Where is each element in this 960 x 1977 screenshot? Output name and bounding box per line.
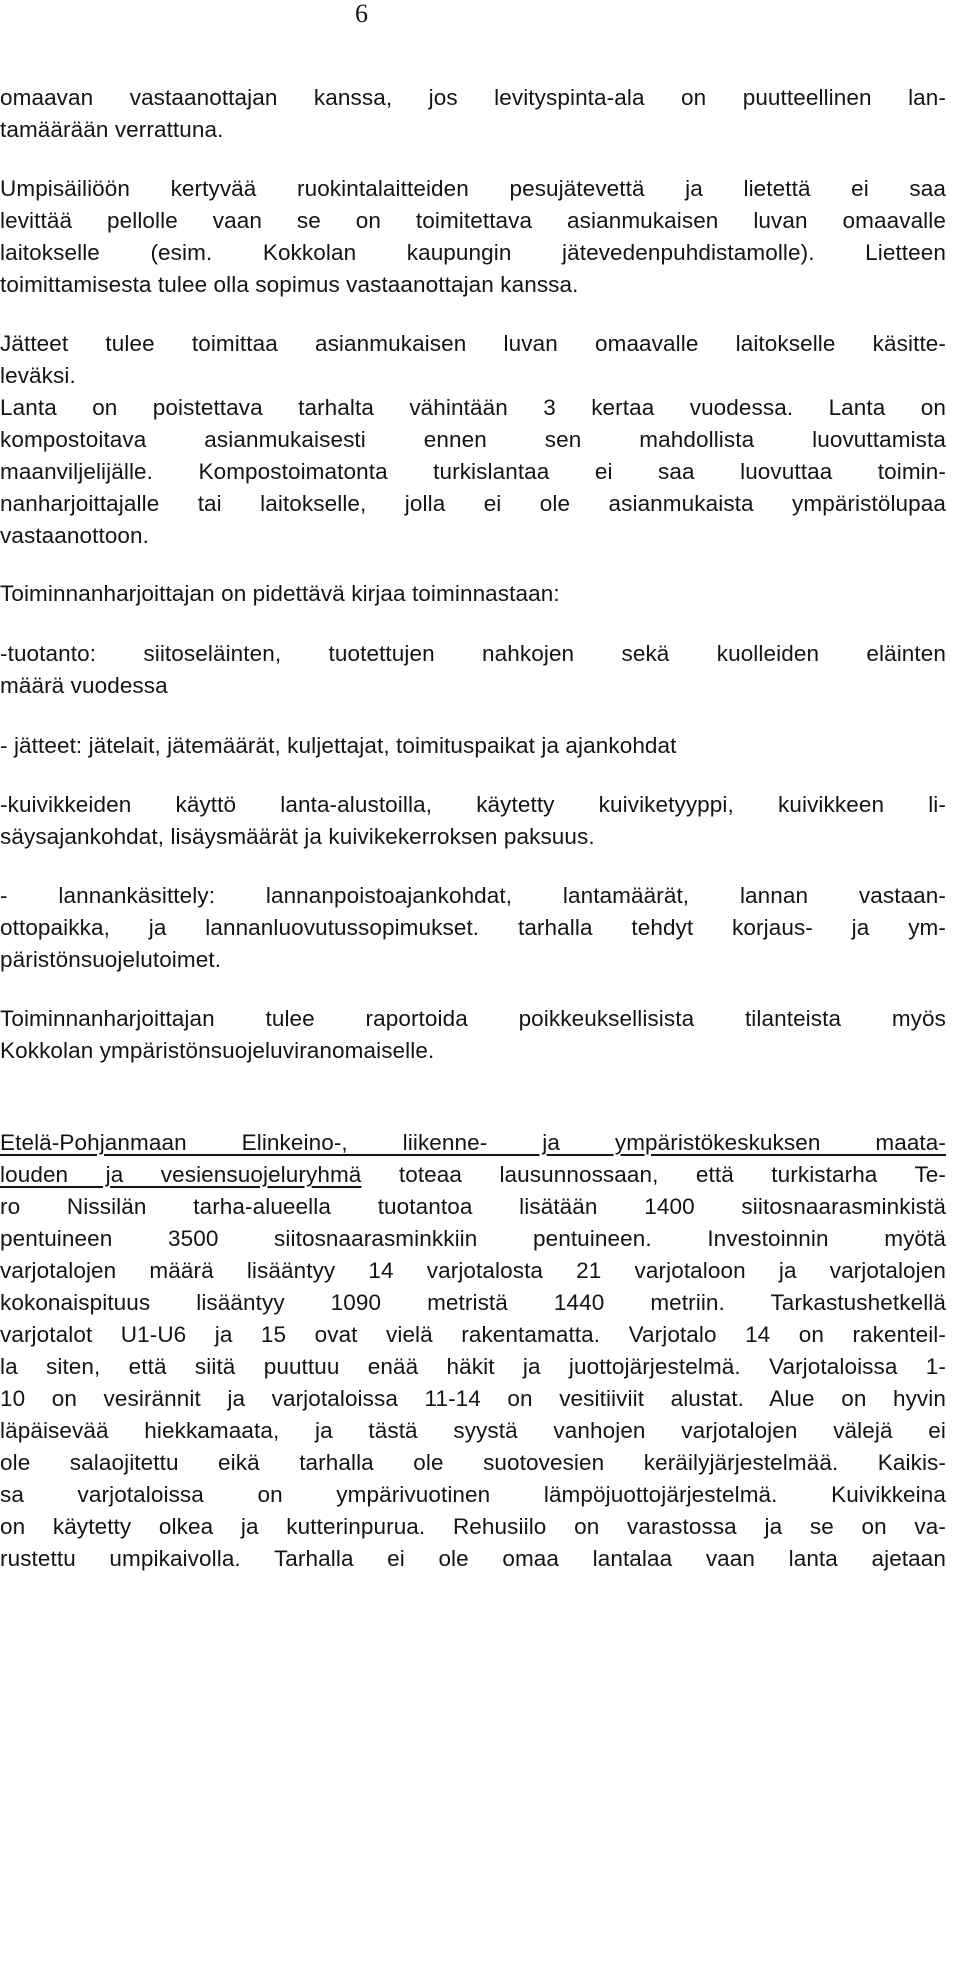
- text-line: leväksi.: [0, 363, 76, 388]
- text-line: varjotalojen määrä lisääntyy 14 varjotalosta 21 varjotaloon ja varjotalojen: [0, 1258, 946, 1283]
- text-line: kompostoitava asianmukaisesti ennen sen mahdollista luovuttamista: [0, 427, 946, 452]
- text-line: säysajankohdat, lisäysmäärät ja kuivikekerroksen paksuus.: [0, 824, 595, 849]
- text-line: kokonaispituus lisääntyy 1090 metristä 1440 metriin. Tarkastushetkellä: [0, 1290, 946, 1315]
- text-line: Toiminnanharjoittajan on pidettävä kirjaa toiminnastaan:: [0, 581, 560, 606]
- text-line: sa varjotaloissa on ympärivuotinen lämpöjuottojärjestelmä. Kuivikkeina: [0, 1482, 946, 1507]
- text-line: vastaanottoon.: [0, 523, 150, 548]
- text-line: [0, 1159, 946, 1191]
- text-line: määrä vuodessa: [0, 673, 168, 698]
- text-line: 10 on vesirännit ja varjotaloissa 11-14 on vesitiiviit alustat. Alue on hyvin: [0, 1386, 946, 1411]
- text-line: la siten, että siitä puuttuu enää häkit ja juottojärjestelmä. Varjotaloissa 1-: [0, 1354, 946, 1379]
- text-line: maanviljelijälle. Kompostoimatonta turkislantaa ei saa luovuttaa toimin-: [0, 459, 946, 484]
- underlined-heading-line: Etelä-Pohjanmaan Elinkeino-, liikenne- ja ympäristökeskuksen maata-: [0, 1130, 946, 1155]
- text-line: laitokselle (esim. Kokkolan kaupungin jätevedenpuhdistamolle). Lietteen: [0, 240, 946, 265]
- text-line: Umpisäiliöön kertyvää ruokintalaitteiden pesujätevettä ja lietettä ei saa: [0, 176, 946, 201]
- text-line: tamäärään verrattuna.: [0, 117, 224, 142]
- text-line: Kokkolan ympäristönsuojeluviranomaiselle.: [0, 1038, 435, 1063]
- text-line: Lanta on poistettava tarhalta vähintään 3 kertaa vuodessa. Lanta on: [0, 395, 946, 420]
- text-line: päristönsuojelutoimet.: [0, 947, 222, 972]
- page-number: 6: [355, 0, 368, 28]
- underlined-heading-line: louden ja vesiensuojeluryhmä: [0, 1162, 362, 1187]
- text-line: omaavan vastaanottajan kanssa, jos levityspinta-ala on puutteellinen lan-: [0, 85, 946, 110]
- text-line: nanharjoittajalle tai laitokselle, jolla ei ole asianmukaista ympäristölupaa: [0, 491, 946, 516]
- text-line: -tuotanto: siitoseläinten, tuotettujen nahkojen sekä kuolleiden eläinten: [0, 641, 946, 666]
- text-line: toimittamisesta tulee olla sopimus vastaanottajan kanssa.: [0, 272, 579, 297]
- text-line: pentuineen 3500 siitosnaarasminkkiin pentuineen. Investoinnin myötä: [0, 1226, 946, 1251]
- text-line: - lannankäsittely: lannanpoistoajankohdat, lantamäärät, lannan vastaan-: [0, 883, 946, 908]
- text-fragment: toteaa lausunnossaan, että turkistarha Te-: [361, 1162, 947, 1187]
- text-line: läpäisevää hiekkamaata, ja tästä syystä vanhojen varjotalojen välejä ei: [0, 1418, 946, 1443]
- text-line: Jätteet tulee toimittaa asianmukaisen luvan omaavalle laitokselle käsitte-: [0, 331, 946, 356]
- text-line: Toiminnanharjoittajan tulee raportoida poikkeuksellisista tilanteista myös: [0, 1006, 946, 1031]
- text-line: levittää pellolle vaan se on toimitettava asianmukaisen luvan omaavalle: [0, 208, 946, 233]
- text-line: rustettu umpikaivolla. Tarhalla ei ole omaa lantalaa vaan lanta ajetaan: [0, 1546, 946, 1571]
- text-line: ottopaikka, ja lannanluovutussopimukset. tarhalla tehdyt korjaus- ja ym-: [0, 915, 946, 940]
- text-line: on käytetty olkea ja kutterinpurua. Rehusiilo on varastossa ja se on va-: [0, 1514, 946, 1539]
- text-line: ole salaojitettu eikä tarhalla ole suotovesien keräilyjärjestelmää. Kaikis-: [0, 1450, 946, 1475]
- text-line: -kuivikkeiden käyttö lanta-alustoilla, käytetty kuiviketyyppi, kuivikkeen li-: [0, 792, 946, 817]
- text-line: - jätteet: jätelait, jätemäärät, kuljettajat, toimituspaikat ja ajankohdat: [0, 733, 677, 758]
- text-line: varjotalot U1-U6 ja 15 ovat vielä rakentamatta. Varjotalo 14 on rakenteil-: [0, 1322, 946, 1347]
- text-line: ro Nissilän tarha-alueella tuotantoa lisätään 1400 siitosnaarasminkistä: [0, 1194, 946, 1219]
